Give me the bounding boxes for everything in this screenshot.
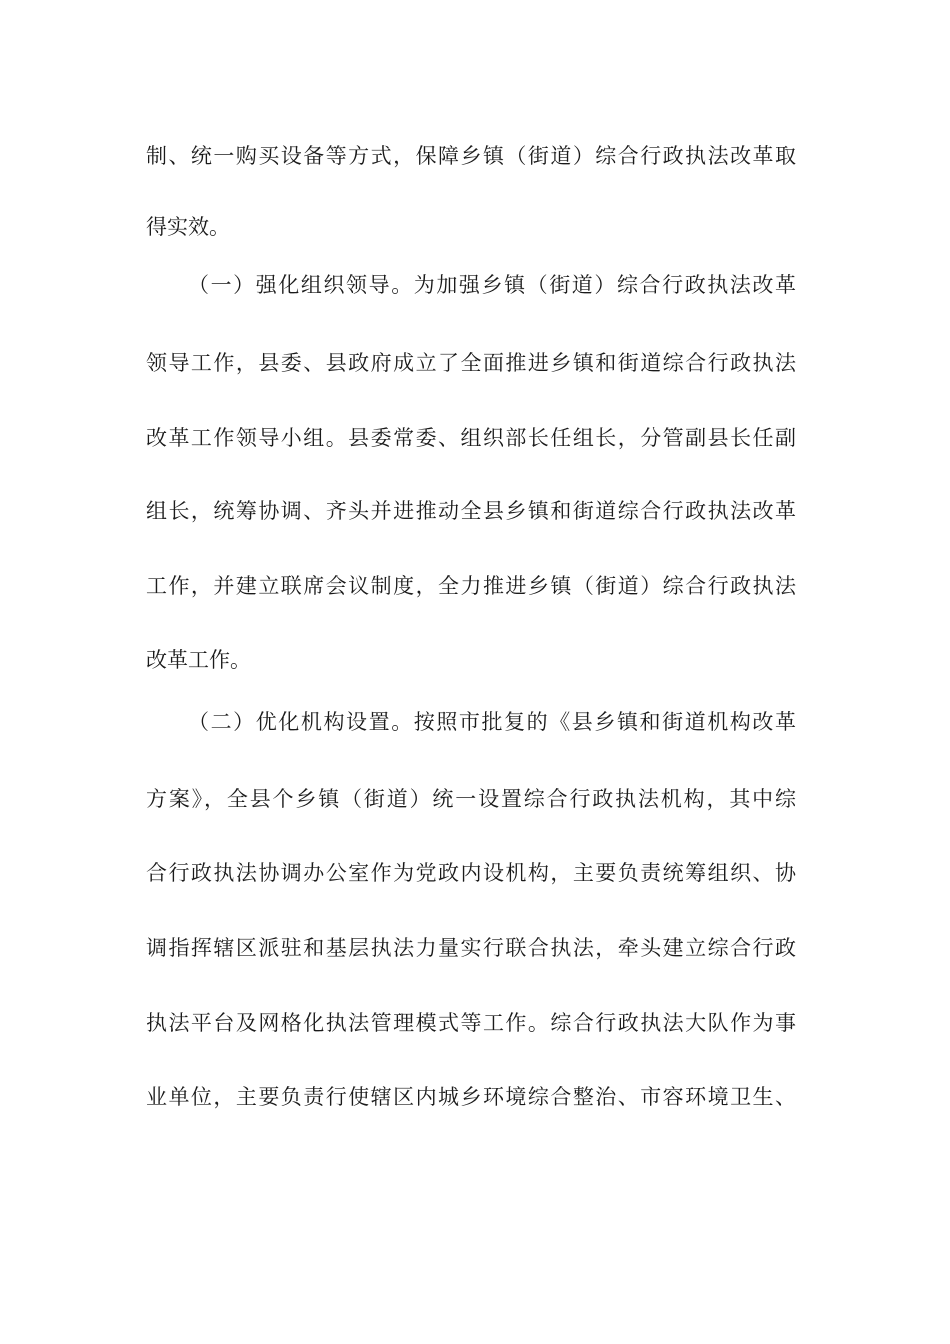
text-line: 方案》，全县个乡镇（街道）统一设置综合行政执法机构，其中综	[146, 787, 796, 811]
paragraph-heading-line: （一）强化组织领导。为加强乡镇（街道）综合行政执法改革	[188, 273, 796, 297]
text-line: 调指挥辖区派驻和基层执法力量实行联合执法，牵头建立综合行政	[146, 936, 796, 960]
paragraph-heading-line: （二）优化机构设置。按照市批复的《县乡镇和街道机构改革	[188, 710, 796, 734]
text-line: 制、统一购买设备等方式，保障乡镇（街道）综合行政执法改革取	[146, 144, 796, 168]
text-line: 改革工作领导小组。县委常委、组织部长任组长，分管副县长任副	[146, 426, 796, 450]
text-line: 业单位，主要负责行使辖区内城乡环境综合整治、市容环境卫生、	[146, 1085, 796, 1109]
text-line: 得实效。	[146, 215, 230, 239]
text-line: 工作，并建立联席会议制度，全力推进乡镇（街道）综合行政执法	[146, 574, 796, 598]
text-line: 合行政执法协调办公室作为党政内设机构，主要负责统筹组织、协	[146, 861, 796, 885]
text-line: 组长，统筹协调、齐头并进推动全县乡镇和街道综合行政执法改革	[146, 499, 796, 523]
text-line: 领导工作，县委、县政府成立了全面推进乡镇和街道综合行政执法	[146, 351, 796, 375]
text-line: 执法平台及网格化执法管理模式等工作。综合行政执法大队作为事	[146, 1011, 796, 1035]
text-line: 改革工作。	[146, 648, 251, 672]
